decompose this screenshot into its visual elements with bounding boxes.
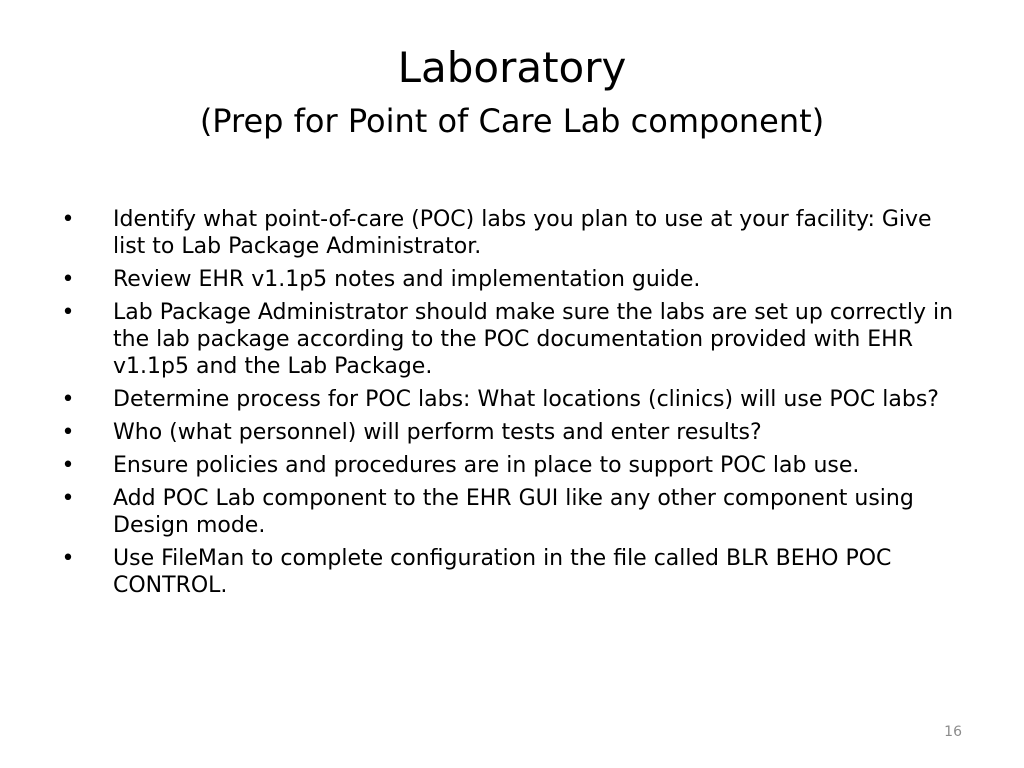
- bullet-icon: •: [61, 300, 75, 325]
- bullet-icon: •: [61, 420, 75, 445]
- bullet-item: [58, 299, 968, 380]
- bullet-item: [58, 266, 968, 293]
- slide-subtitle: (Prep for Point of Care Lab component): [199, 102, 825, 140]
- bullet-text: Add POC Lab component to the EHR GUI like any other component using Design mode.: [113, 486, 914, 538]
- bullet-icon: •: [61, 267, 75, 292]
- bullet-item: [58, 545, 968, 599]
- bullet-icon: •: [61, 453, 75, 478]
- bullet-text: Lab Package Administrator should make sure the labs are set up correctly in the lab package according to the POC documentation provided with EHR v1.1p5 and the Lab Package.: [113, 300, 954, 379]
- title-block: [0, 40, 1024, 144]
- bullet-list: [58, 206, 968, 605]
- bullet-item: [58, 452, 968, 479]
- bullet-text: Who (what personnel) will perform tests and enter results?: [113, 420, 762, 445]
- bullet-text: Determine process for POC labs: What locations (clinics) will use POC labs?: [113, 387, 939, 412]
- bullet-item: [58, 386, 968, 413]
- bullet-item: [58, 485, 968, 539]
- page-number: 16: [944, 724, 962, 740]
- bullet-text: Identify what point-of-care (POC) labs you plan to use at your facility: Give list to Lab Package Administrator.: [113, 207, 932, 259]
- bullet-item: [58, 206, 968, 260]
- bullet-icon: •: [61, 546, 75, 571]
- bullet-icon: •: [61, 486, 75, 511]
- bullet-text: Use FileMan to complete configuration in the file called BLR BEHO POC CONTROL.: [113, 546, 892, 598]
- slide-title: Laboratory: [397, 43, 627, 92]
- bullet-icon: •: [61, 207, 75, 232]
- bullet-item: [58, 419, 968, 446]
- bullet-text: Ensure policies and procedures are in place to support POC lab use.: [113, 453, 860, 478]
- bullet-text: Review EHR v1.1p5 notes and implementation guide.: [113, 267, 701, 292]
- bullet-icon: •: [61, 387, 75, 412]
